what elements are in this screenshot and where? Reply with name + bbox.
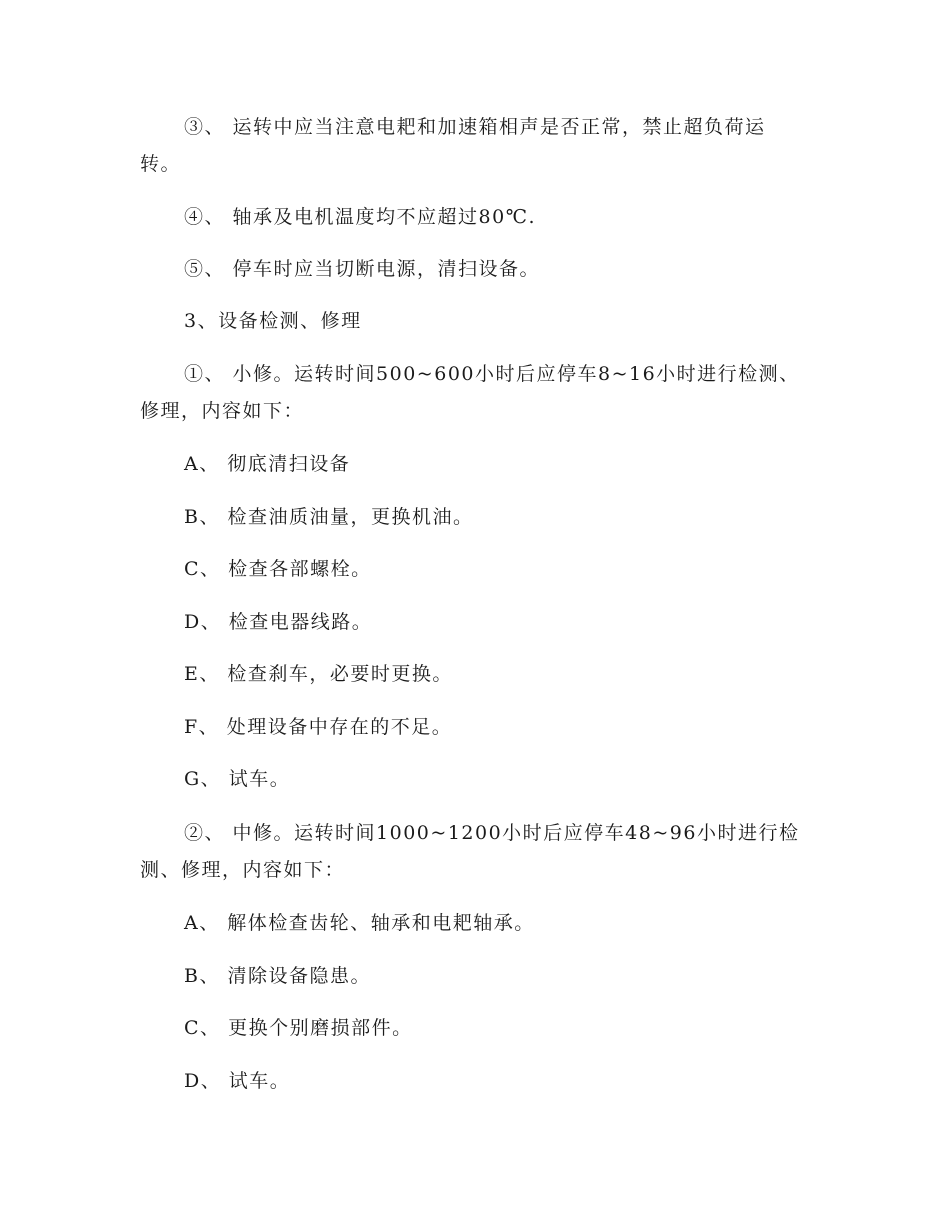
list-item: G、 试车。 — [184, 768, 291, 790]
paragraph-line: ⑤、 停车时应当切断电源，清扫设备。 — [184, 258, 541, 280]
paragraph-line: ②、 中修。运转时间1000~1200小时后应停车48~96小时进行检 — [184, 822, 800, 844]
list-item: A、 解体检查齿轮、轴承和电耙轴承。 — [184, 912, 535, 934]
list-item: F、 处理设备中存在的不足。 — [184, 716, 453, 738]
list-item: D、 试车。 — [184, 1070, 291, 1092]
paragraph-line: ③、 运转中应当注意电耙和加速箱相声是否正常，禁止超负荷运 — [184, 116, 766, 138]
paragraph-line: ④、 轴承及电机温度均不应超过80℃. — [184, 206, 537, 228]
paragraph-line: ①、 小修。运转时间500~600小时后应停车8~16小时进行检测、 — [184, 363, 800, 385]
list-item: C、 更换个别磨损部件。 — [184, 1017, 413, 1039]
list-item: E、 检查刹车，必要时更换。 — [184, 663, 453, 685]
section-heading: 3、设备检测、修理 — [184, 310, 362, 332]
list-item: B、 清除设备隐患。 — [184, 965, 372, 987]
paragraph-line: 测、修理，内容如下： — [140, 859, 346, 881]
list-item: A、 彻底清扫设备 — [184, 453, 351, 475]
list-item: D、 检查电器线路。 — [184, 611, 373, 633]
list-item: C、 检查各部螺栓。 — [184, 558, 372, 580]
paragraph-line: 转。 — [140, 153, 182, 175]
paragraph-line: 修理，内容如下： — [140, 400, 305, 422]
list-item: B、 检查油质油量，更换机油。 — [184, 506, 474, 528]
